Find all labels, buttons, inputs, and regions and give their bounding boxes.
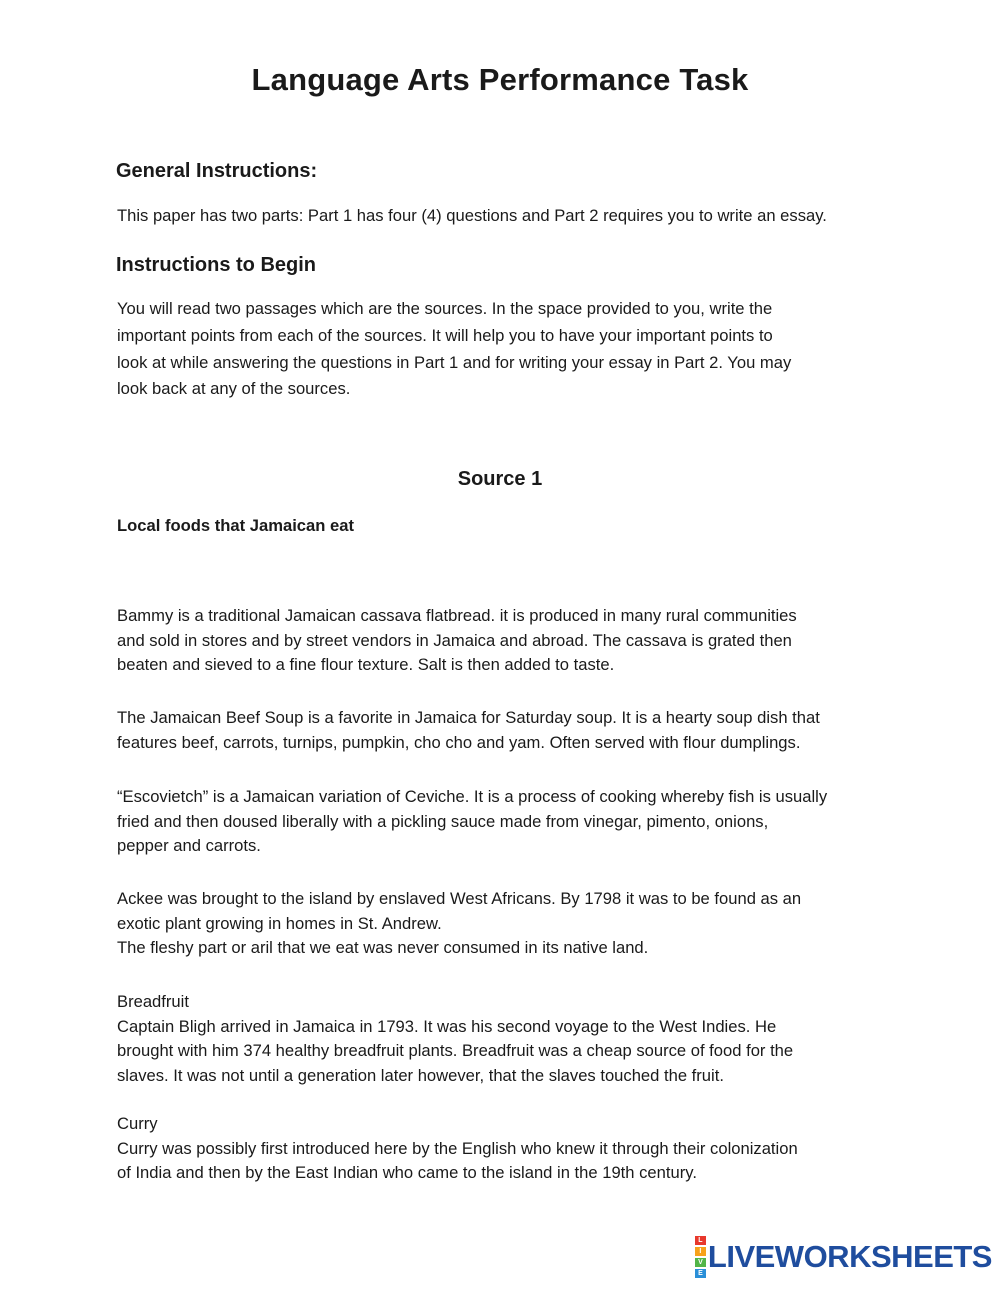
liveworksheets-logo[interactable] <box>695 1235 992 1279</box>
page-title: Language Arts Performance Task <box>251 62 749 97</box>
source-subtitle: Local foods that Jamaican eat <box>117 516 354 535</box>
general-instructions-line: This paper has two parts: Part 1 has four (4) questions and Part 2 requires you to write an essay. <box>117 206 827 225</box>
general-instructions-text <box>117 204 897 229</box>
paragraph-ackee <box>117 887 897 961</box>
logo-block: V <box>695 1258 706 1267</box>
paragraph-line: Bammy is a traditional Jamaican cassava flatbread. it is produced in many rural communities <box>117 606 797 625</box>
paragraph-line: Breadfruit <box>117 992 189 1011</box>
instruction-line: important points from each of the sources. It will help you to have your important points to <box>117 325 773 345</box>
source-title: Source 1 <box>457 468 543 490</box>
paragraph-line: features beef, carrots, turnips, pumpkin, cho cho and yam. Often served with flour dumplings. <box>117 732 801 752</box>
instruction-line: You will read two passages which are the sources. In the space provided to you, write the <box>117 299 773 318</box>
logo-color-blocks-icon <box>695 1235 706 1279</box>
paragraph-beef-soup <box>117 706 897 755</box>
instructions-to-begin-heading: Instructions to Begin <box>116 254 316 276</box>
paragraph-escovietch <box>117 785 897 859</box>
paragraph-curry <box>117 1112 897 1186</box>
paragraph-line: of India and then by the East Indian who came to the island in the 19th century. <box>117 1163 697 1182</box>
general-instructions-heading: General Instructions: <box>116 160 318 182</box>
logo-block: E <box>695 1269 706 1278</box>
paragraph-line: slaves. It was not until a generation later however, that the slaves touched the fruit. <box>117 1065 724 1085</box>
paragraph-line: The Jamaican Beef Soup is a favorite in Jamaica for Saturday soup. It is a hearty soup dish that <box>117 708 820 727</box>
paragraph-line: Curry was possibly first introduced here by the English who knew it through their colonization <box>117 1138 798 1158</box>
paragraph-line: Captain Bligh arrived in Jamaica in 1793. It was his second voyage to the West Indies. He <box>117 1016 777 1036</box>
paragraph-line: “Escovietch” is a Jamaican variation of Ceviche. It is a process of cooking whereby fish is usually <box>117 787 828 806</box>
instructions-to-begin-text <box>117 296 897 403</box>
instruction-line: look back at any of the sources. <box>117 379 351 399</box>
logo-block: I <box>695 1247 706 1256</box>
paragraph-line: beaten and sieved to a fine flour texture. Salt is then added to taste. <box>117 655 615 674</box>
paragraph-bammy <box>117 604 897 678</box>
paragraph-line: Curry <box>117 1114 158 1133</box>
paragraph-line: exotic plant growing in homes in St. Andrew. <box>117 913 442 933</box>
paragraph-breadfruit <box>117 990 897 1088</box>
paragraph-line: Ackee was brought to the island by enslaved West Africans. By 1798 it was to be found as an <box>117 889 802 908</box>
instruction-line: look at while answering the questions in Part 1 and for writing your essay in Part 2. You may <box>117 352 792 372</box>
logo-text: LIVEWORKSHEETS <box>707 1239 992 1274</box>
paragraph-line: brought with him 374 healthy breadfruit plants. Breadfruit was a cheap source of food for the <box>117 1041 794 1060</box>
paragraph-line: and sold in stores and by street vendors in Jamaica and abroad. The cassava is grated then <box>117 630 792 650</box>
paragraph-line: pepper and carrots. <box>117 836 261 855</box>
logo-block: L <box>695 1236 706 1245</box>
paragraph-line: The fleshy part or aril that we eat was never consumed in its native land. <box>117 938 649 957</box>
paragraph-line: fried and then doused liberally with a pickling sauce made from vinegar, pimento, onions, <box>117 811 769 831</box>
